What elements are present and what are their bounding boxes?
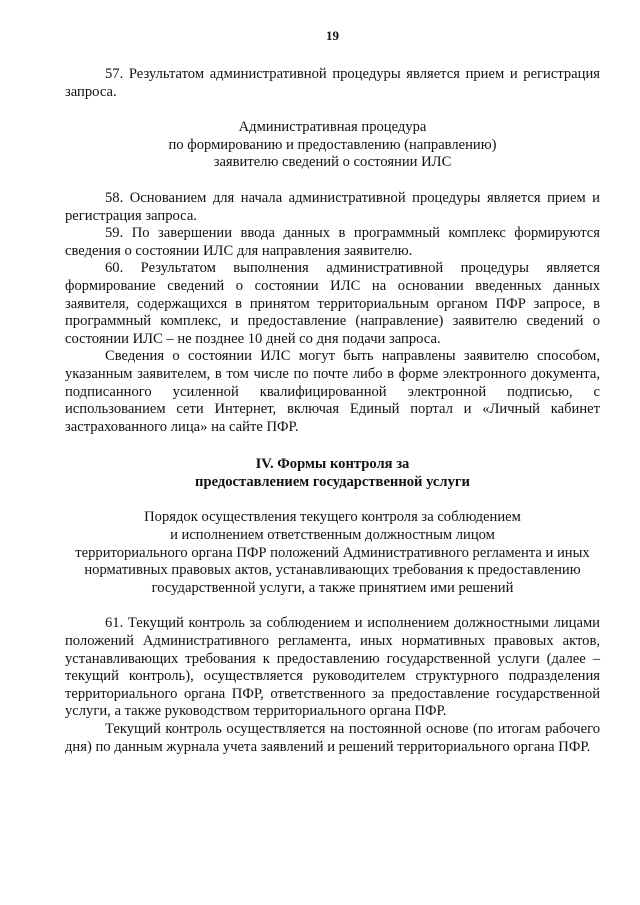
procedure-heading-line: по формированию и предоставлению (направлению) bbox=[168, 136, 497, 153]
paragraph-57: 57. Результатом административной процедуры является прием и регистрация запроса. bbox=[65, 66, 600, 100]
section-heading bbox=[65, 456, 600, 491]
control-heading-line: и исполнением ответственным должностным лицом bbox=[170, 527, 495, 544]
paragraph-61: 61. Текущий контроль за соблюдением и исполнением должностными лицами положений Административного регламента, иных нормативных правовых актов, устанавливающих требования к предоставлению государственной услуги (далее – текущий контроль), осуществляется руководителем структурного подразделения территориального органа ПФР, ответственного за предоставление государственной услуги, а также руководством территориального органа ПФР. bbox=[65, 615, 600, 720]
paragraph-60-note: Сведения о состоянии ИЛС могут быть направлены заявителю способом, указанным заявителем, в том числе по почте либо в форме электронного документа, подписанного усиленной квалифицированной электронной подписью, с использованием сети Интернет, включая Единый портал и «Личный кабинет застрахованного лица» на сайте ПФР. bbox=[65, 348, 600, 435]
paragraph-60: 60. Результатом выполнения административной процедуры является формирование сведений о состоянии ИЛС на основании введенных данных заявителя, содержащихся в принятом территориальным органом ПФР запросе, в программный комплекс, и предоставление (направление) заявителю сведений о состоянии ИЛС – не позднее 10 дней со дня подачи запроса. bbox=[65, 260, 600, 347]
control-heading-line: Порядок осуществления текущего контроля за соблюдением bbox=[144, 509, 521, 526]
section-heading-line: IV. Формы контроля за bbox=[255, 456, 410, 473]
control-heading-line: государственной услуги, а также принятием ими решений bbox=[151, 579, 514, 596]
control-heading bbox=[65, 509, 600, 597]
page-number: 19 bbox=[326, 28, 339, 43]
procedure-heading bbox=[65, 119, 600, 172]
section-heading-line: предоставлением государственной услуги bbox=[195, 473, 470, 490]
paragraph-59: 59. По завершении ввода данных в программный комплекс формируются сведения о состоянии ИЛС для направления заявителю. bbox=[65, 225, 600, 259]
control-heading-line: территориального органа ПФР положений Административного регламента и иных bbox=[75, 544, 590, 561]
paragraph-61-note: Текущий контроль осуществляется на постоянной основе (по итогам рабочего дня) по данным журнала учета заявлений и решений территориального органа ПФР. bbox=[65, 721, 600, 755]
procedure-heading-line: Административная процедура bbox=[238, 119, 427, 136]
paragraph-58: 58. Основанием для начала административной процедуры является прием и регистрация запроса. bbox=[65, 189, 600, 224]
control-heading-line: нормативных правовых актов, устанавливающих требования к предоставлению bbox=[84, 562, 581, 579]
procedure-heading-line: заявителю сведений о состоянии ИЛС bbox=[213, 154, 452, 171]
